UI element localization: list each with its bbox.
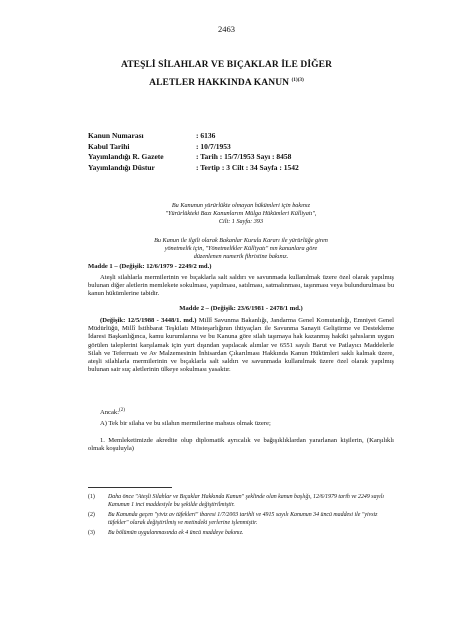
title-footnote-ref: (1)(3): [291, 78, 304, 83]
italic-note-line: yönetmelik için, "Yönetmelikler Külliyatı" nın kanunlara göre: [164, 245, 318, 252]
madde-2-paragraph: [88, 317, 394, 374]
info-value: : Tarih : 15/7/1953 Sayı : 8458: [196, 152, 292, 162]
title-line-1: ATEŞLİ SİLAHLAR VE BIÇAKLAR İLE DİĞER: [120, 60, 333, 70]
info-value: : 6136: [196, 131, 216, 140]
info-value: : Tertip : 3 Cilt : 34 Sayfa : 1542: [196, 162, 299, 172]
info-key: Yayımlandığı R. Gazete: [88, 152, 164, 162]
footnote: [88, 493, 394, 510]
footnote-number: (1): [88, 494, 95, 500]
italic-note-1: [88, 202, 394, 226]
ancak-footnote-ref: (2): [119, 408, 125, 413]
footnote: [88, 511, 394, 528]
page-number: 2463: [218, 24, 235, 34]
info-key: Yayımlandığı Düstur: [88, 162, 155, 172]
madde-1-heading: Madde 1 – (Değişik: 12/6/1979 - 2249/2 md.): [88, 263, 212, 270]
info-key: Kabul Tarihi: [88, 141, 130, 151]
item-1: 1. Memleketimizde akredite olup diplomatik ayrıcalık ve bağışıklıklardan yararlanan kişilerin, (Karşılıklı olmak koşuluyla): [88, 437, 394, 453]
madde-1-text: Ateşli silahlarla mermilerinin ve bıçaklarla salt saldırı ve savunmada kullanılmak üzere özel olarak yapılmış bulunan diğer aletlerin memlekete sokulması, yapılması, satılması, satmalınması, taşınması veya bulundurulması bu kanun hükümlerine tabidir.: [88, 274, 394, 298]
italic-note-2: [88, 237, 394, 261]
footnote-number: (2): [88, 512, 95, 519]
footnote: [88, 529, 394, 537]
italic-note-line: Bu Kanun ile ilgili olarak Bakanlar Kurulu Kararı ile yürürlüğe giren: [154, 237, 328, 244]
law-info-row: [88, 152, 299, 163]
law-info-block: [88, 131, 299, 173]
footnotes: [88, 493, 394, 539]
law-info-row: [88, 142, 299, 153]
footnote-text: Bu Kanunda geçen "yiviz av tüfekleri" ibaresi 1/7/2003 tarihli ve 4915 sayılı Kanunun 34 üncü maddesi ile "yivsiz tüfekler" olarak değiştirilmiş ve metindeki yerlerine işlenmiştir.: [108, 512, 378, 527]
italic-note-line: düzenlenen numerik fihristine bakınız.: [193, 253, 289, 260]
footnote-divider: [88, 487, 172, 488]
italic-note-line: "Yürürlükteki Bazı Kanunlarını Mülga Hükümleri Külliyatı",: [165, 210, 317, 217]
title-line-2-text: ALETLER HAKKINDA KANUN: [149, 78, 290, 89]
law-info-row: [88, 163, 299, 174]
footnote-number: (3): [88, 530, 95, 537]
madde-2-change-ref: (Değişik: 12/5/1988 - 3448/1. md.): [100, 317, 197, 324]
item-a: A) Tek bir silaha ve bu silahın mermilerine mahsus olmak üzere;: [100, 420, 271, 427]
info-value: : 10/7/1953: [196, 141, 231, 151]
footnote-text: Bu bölümün uygulanmasında ek 4 üncü maddeye bakınız.: [108, 530, 244, 537]
ancak-text: Ancak:: [100, 409, 120, 417]
madde-2-heading: Madde 2 – (Değişik: 23/6/1981 - 2478/1 md.): [179, 305, 303, 312]
info-key: Kanun Numarası: [88, 131, 144, 140]
title-line-2: [0, 78, 453, 88]
italic-note-line: Cilt: 1 Sayfa: 393: [218, 218, 264, 225]
law-info-row: [88, 131, 299, 142]
ancak-line: [88, 407, 394, 417]
italic-note-line: Bu Kanunun yürürlükte olmayan hükümleri için bakınız: [171, 202, 311, 209]
madde-2-text: Millî Savunma Bakanlığı, Jandarma Genel Komutanlığı, Emniyet Genel Müdürlüğü, Millî İstihbarat Teşkilatı Müsteşarlığının ihtiyaçları ile Savunma Sanayii Geliştirme ve Destekleme İdaresi Başkanlığınca, kamu kurumlarına ve bu Kanuna göre silah taşımaya hak kazanmış hakiki şahısların uygun görülen taleplerini karşılamak için yurt dışından yapılacak alımlar ve 6551 sayılı Barut ve Patlayıcı Maddelerle Silah ve Teferruatı ve Av Malzemesinin İnhisardan Çıkarılması Hakkında Kanun Hükümleri saklı kalmak üzere, ateşli silahlarla mermilerinin ve bıçaklarla salt saldırı ve savunmada kullanılmak üzere özel olarak yapılmış bulunan sair suç aletlerinin ülkeye sokulması yasaktır.: [88, 317, 394, 374]
footnote-text: Daha önce "Ateşli Silahlar ve Bıçaklar Hakkında Kanun" şeklinde olan kanun başlığı, 12/6/1979 tarih ve 2249 sayılı Kanunun 1 inci maddesiyle bu şekilde değiştirilmiştir.: [108, 494, 385, 509]
